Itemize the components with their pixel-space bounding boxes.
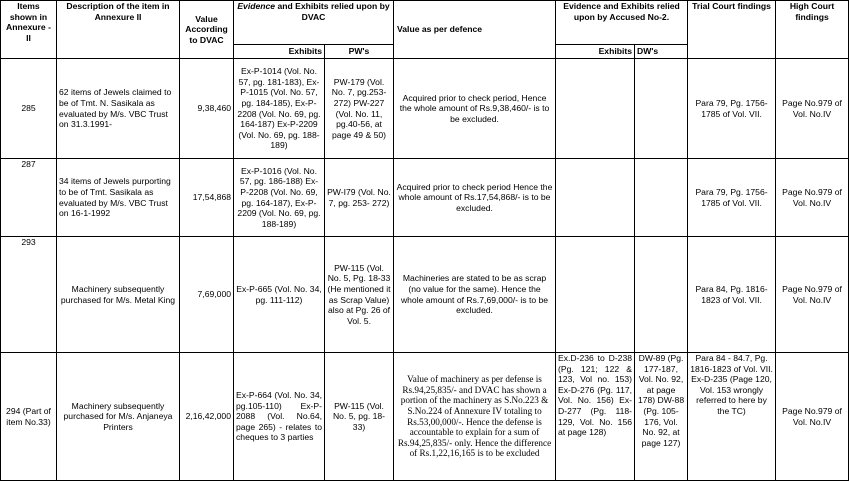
header-evidence-dvac	[234, 1, 394, 45]
high-court-findings: Page No.979 of Vol. No.IV	[776, 159, 849, 237]
defence-value: Machineries are stated to be as scrap (no value for the same). Hence the whole amount of Rs.7,69,000/- is to be excluded.	[394, 237, 556, 353]
defence-value: Value of machinery as per defense is Rs.94,25,835/- and DVAC has shown a portion of the machinery as S.No.223 & S.No.224 of Annexure IV totaling to Rs.53,00,000/-. Hence the defense is accountable to explain for a sum of Rs.94,25,835/- only. Hence the difference of Rs.1,22,16,165 is to be excluded	[394, 353, 556, 481]
trial-findings: Para 84 - 84.7, Pg. 1816-1823 of Vol. VII. Ex-D-235 (Page 120, Vol. 153 wrongly referred to here by the TC)	[688, 353, 776, 481]
dvac-exhibits: Ex-P-665 (Vol. No. 34, pg. 111-112)	[234, 237, 325, 353]
item-number: 285	[1, 59, 57, 159]
item-description: Machinery subsequently purchased for M/s. Metal King	[57, 237, 180, 353]
item-description: Machinery subsequently purchased for M/s. Anjaneya Printers	[57, 353, 180, 481]
header-dvac-pws: PW's	[325, 45, 394, 59]
item-number: 287	[1, 159, 57, 237]
trial-findings: Para 84, Pg. 1816-1823 of Vol. VII.	[688, 237, 776, 353]
accused-exhibits	[556, 159, 635, 237]
high-court-findings: Page No.979 of Vol. No.IV	[776, 353, 849, 481]
table-row	[1, 353, 849, 481]
header-trial: Trial Court findings	[688, 1, 776, 59]
defence-value: Acquired prior to check period Hence the whole amount of Rs.17,54,868/- is to be excluded.	[394, 159, 556, 237]
accused-exhibits: Ex.D-236 to D-238 (Pg. 121; 122 & 123, Vol no. 153) Ex-D-276 (Pg. 117, Vol. No. 156) Ex-D-277 (Pg. 118-129, Vol. No. 156 at page 128)	[556, 353, 635, 481]
dvac-exhibits: Ex-P-1016 (Vol. No. 57, pg. 186-188) Ex-P-2208 (Vol. No. 69, pg. 164-187), Ex-P-2209 (Vol. No. 69, pg. 188-189)	[234, 159, 325, 237]
high-court-findings: Page No.979 of Vol. No.IV	[776, 237, 849, 353]
table-row	[1, 59, 849, 159]
accused-dws: DW-89 (Pg. 177-187, Vol. No. 92, at page 178) DW-88 (Pg. 105-176, Vol. No. 92, at page 127)	[635, 353, 688, 481]
header-defence: Value as per defence	[394, 1, 556, 59]
item-value: 2,16,42,000	[180, 353, 234, 481]
header-description: Description of the item in Annexure II	[57, 1, 180, 59]
trial-findings: Para 79, Pg. 1756-1785 of Vol. VII.	[688, 59, 776, 159]
high-court-findings: Page No.979 of Vol. No.IV	[776, 59, 849, 159]
header-acc-exhibits: Exhibits	[556, 45, 635, 59]
header-evidence-accused: Evidence and Exhibits relied upon by Accused No-2.	[556, 1, 688, 45]
defence-value: Acquired prior to check period, Hence the whole amount of Rs.9,38,460/- is to be excluded.	[394, 59, 556, 159]
header-value: Value According to DVAC	[180, 1, 234, 59]
dvac-exhibits: Ex-P-664 (Vol. No. 34, pg.105-110) Ex-P-2088 (Vol. No.64, page 265) - relates to cheques to 3 parties	[234, 353, 325, 481]
item-description: 62 items of Jewels claimed to be of Tmt. N. Sasikala as evaluated by M/s. VBC Trust on 31.3.1991-	[57, 59, 180, 159]
item-number: 293	[1, 237, 57, 353]
table-row	[1, 159, 849, 237]
accused-dws	[635, 159, 688, 237]
header-high: High Court findings	[776, 1, 849, 59]
dvac-pws: PW-115 (Vol. No. 5, pg. 18-33)	[325, 353, 394, 481]
trial-findings: Para 79, Pg. 1756-1785 of Vol. VII.	[688, 159, 776, 237]
accused-exhibits	[556, 237, 635, 353]
dvac-pws: PW-I79 (Vol. No. 7, pg. 253- 272)	[325, 159, 394, 237]
header-evidence-dvac-rest: and Exhibits relied upon by DVAC	[275, 1, 390, 22]
item-value: 9,38,460	[180, 59, 234, 159]
header-dvac-exhibits: Exhibits	[234, 45, 325, 59]
item-value: 7,69,000	[180, 237, 234, 353]
item-description: 34 items of Jewels purporting to be of Tmt. Sasikala as evaluated by M/s. VBC Trust on 16-1-1992	[57, 159, 180, 237]
dvac-pws: PW-115 (Vol. No. 5, Pg. 18-33 (He mentioned it as Scrap Value) also at Pg. 26 of Vol. 5.	[325, 237, 394, 353]
accused-exhibits	[556, 59, 635, 159]
header-acc-dws: DW's	[635, 45, 688, 59]
accused-dws	[635, 59, 688, 159]
dvac-pws: PW-179 (Vol. No. 7, pg.253-272) PW-227 (Vol. No. 11, pg.40-56, at page 49 & 50)	[325, 59, 394, 159]
header-evidence-dvac-em: Evidence	[237, 1, 276, 11]
accused-dws	[635, 237, 688, 353]
table-row	[1, 237, 849, 353]
item-number: 294 (Part of item No.33)	[1, 353, 57, 481]
header-items: Items shown in Annexure - II	[1, 1, 57, 59]
dvac-exhibits: Ex-P-1014 (Vol. No. 57, pg. 181-183), Ex-P-1015 (Vol. No. 57, pg. 184-185), Ex-P-2208 (Vol. No. 69, pg. 164-187) Ex-P-2209 (Vol. No. 69, pg. 188-189)	[234, 59, 325, 159]
item-value: 17,54,868	[180, 159, 234, 237]
